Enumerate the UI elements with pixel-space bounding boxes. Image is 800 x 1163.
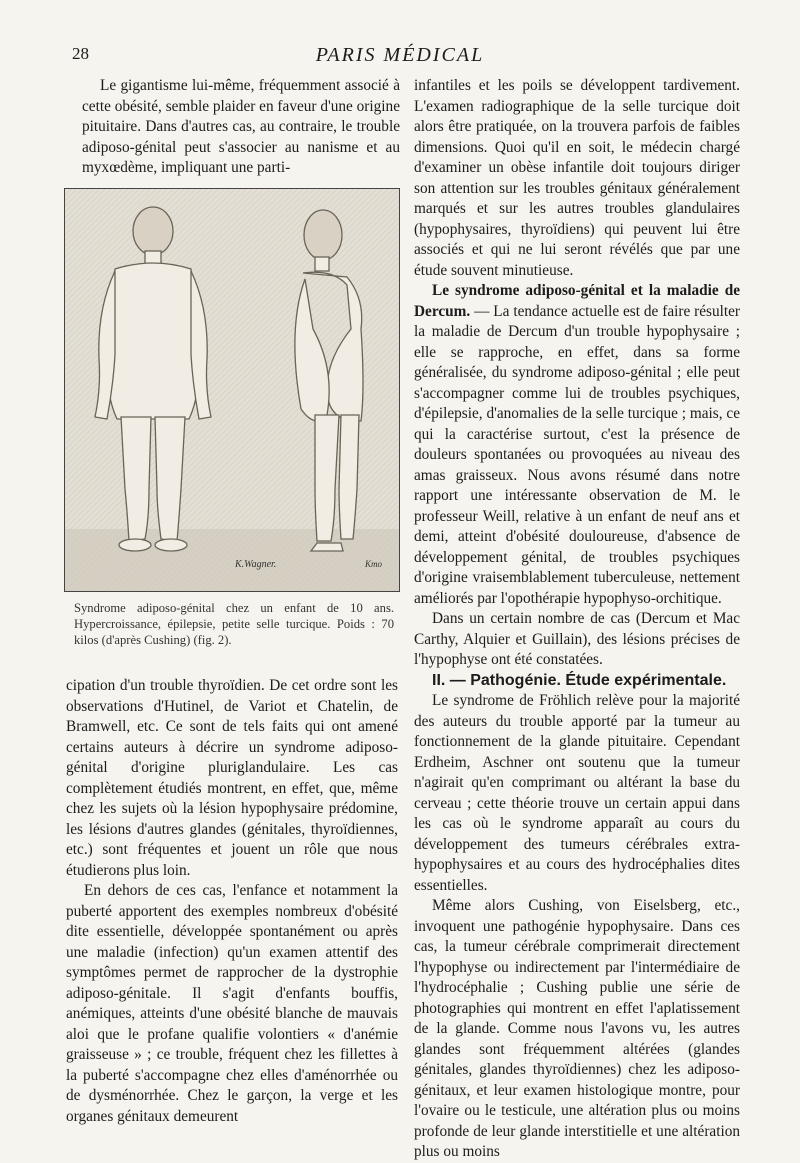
paragraph: En dehors de ces cas, l'enfance et notamment la puberté apportent des exemples nombreux d'obésité dite essentielle, développée spontanément ou après une maladie (infection) qu'un examen attentif des symptômes permet de rapprocher de la dystrophie adiposo-génitale. Il s'agit d'enfants bouffis, anémiques, atteints d'une obésité blanche de mauvais aloi que le profane qualifie volontiers « d'anémie graisseuse » ; ce trouble, fréquent chez les fillettes à la puberté s'accompagne chez elles d'aménorrhée ou de dysménorrhée. Chez le garçon, la verge et les organes génitaux demeurent [66,882,398,1125]
paragraph: Le syndrome de Fröhlich relève pour la majorité des auteurs du trouble apporté par la tumeur au fonctionnement de la glande pituitaire. Cependant Erdheim, Aschner ont soutenu que la tumeur n'agirait qu'en comprimant ou altérant la base du cerveau ; cette théorie trouve un certain appui dans les cas où le syndrome apparaît au cours du développement des tumeurs cérébrales extra-hypophysaires et au cours des hydrocéphalies dites essentielles. [414,692,740,894]
page-number: 28 [72,44,89,63]
paragraph-dercum [414,281,740,609]
left-column-top [82,76,400,179]
paragraph: Même alors Cushing, von Eiselsberg, etc., invoquent une pathogénie hypophysaire. Dans ces cas, la tumeur cérébrale comprimerait directement l'hypophyse ou indirectement par l'intermédiaire de l'hydrocéphalie ; Cushing publie une série de photographies qui montrent en effet l'aplatissement de la glande. Comme nous l'avons vu, les autres glandes sont fréquemment altérées (glandes génitales, glandes thyroïdiennes) chez les adiposo-génitaux, et leur examen histologique montre, pour l'ovaire ou le testicule, une altération plus ou moins profonde de leur glande interstitielle et une altération plus ou moins [414,897,740,1160]
paragraph: cipation d'un trouble thyroïdien. De cet ordre sont les observations d'Hutinel, de Variot et Chatelin, de Bramwell, etc. Ce sont de tels faits qui ont amené certains auteurs à décrire un syndrome adiposo-génital d'origine pluriglandulaire. Les cas complètement étudiés montrent, en effet, que, même chez les sujets où la lésion hypophysaire prédomine, les lésions d'autres glandes (génitales, thyroïdiennes, etc.) sont fréquentes et jouent un rôle que nous étudierons plus loin. [66,677,398,879]
section-heading: II. — Pathogénie. Étude expérimentale. [432,671,727,689]
figure-caption: Syndrome adiposo-génital chez un enfant de 10 ans. Hypercroissance, épilepsie, petite selle turcique. Poids : 70 kilos (d'après Cushing) (fig. 2). [74,601,394,647]
svg-text:Kmo: Kmo [365,559,383,569]
paragraph: Dans un certain nombre de cas (Dercum et Mac Carthy, Alquier et Guillain), des lésions précises de l'hypophyse ont été constatées. [414,610,740,668]
left-column-bottom [66,676,398,1127]
paragraph: infantiles et les poils se développent tardivement. L'examen radiographique de la selle turcique doit alors être pratiquée, on la trouvera parfois de faibles dimensions. Quoi qu'il en soit, le médecin chargé d'examiner un obèse infantile doit toujours diriger son attention sur les troubles génitaux généralement marqués et sur les autres troubles glandulaires (hypophysaires, thyroïdiens) qui peuvent lui être associés et qui ne lui seront révélés que par une étude souvent minutieuse. [414,77,740,279]
paragraph-body: — La tendance actuelle est de faire résulter la maladie de Dercum d'un trouble hypophysaire ; elle se rapproche, en effet, dans sa forme généralisée, du syndrome adiposo-génital ; elle peut s'accompagner comme lui de troubles psychiques, d'épilepsie, d'anomalies de la selle turcique ; mais, ce qui la caractérise surtout, c'est la présence de douleurs spontanées ou provoquées au niveau des amas graisseux. Nous avons résumé dans notre rapport une intéressante observation de M. le professeur Weill, relative à un enfant de neuf ans et demi, atteint d'obésité douloureuse, d'absence de développement génital, de troubles psychiques d'origine vraisemblablement tuberculeuse, nettement améliorés par l'opothérapie hypophyso-orchitique. [414,302,740,607]
engraving-illustration [65,189,399,591]
paragraph: Le gigantisme lui-même, fréquemment associé à cette obésité, semble plaider en faveur d'une origine pituitaire. Dans d'autres cas, au contraire, le trouble adiposo-génital peut s'associer au nanisme et au myxœdème, impliquant une parti- [82,77,400,176]
svg-text:K.Wagner.: K.Wagner. [235,559,277,570]
run-in-heading: Le syndrome adiposo-génital et la maladie de Dercum. [414,282,740,320]
running-head: PARIS MÉDICAL [315,44,485,66]
figure-engraving [64,188,400,592]
right-column [414,76,740,1163]
